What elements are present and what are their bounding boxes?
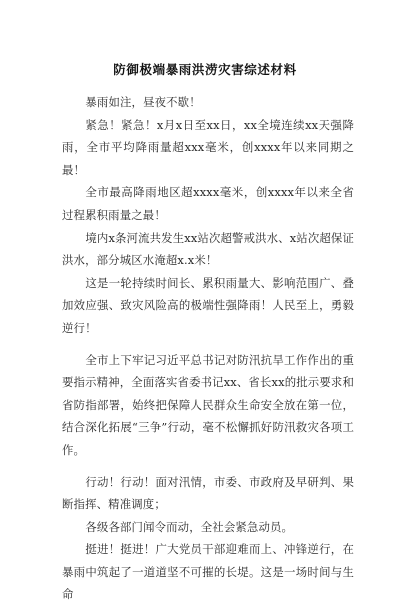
paragraph-max-rainfall: 全市最高降雨地区超xxxx毫米，创xxxx年以来全省过程累积雨量之最！ (62, 185, 354, 222)
paragraph-extreme-rain: 这是一轮持续时间长、累积雨量大、影响范围广、叠加效应强、致灾风险高的极端性强降雨！人民至上，勇毅逆行！ (62, 275, 354, 335)
paragraph-advance: 挺进！挺进！广大党员干部迎难而上、冲锋逆行，在暴雨中筑起了一道道坚不可摧的长堤。这是一场时间与生命 (62, 542, 354, 602)
document-body (62, 91, 354, 606)
paragraph-emergency: 紧急！紧急！x月x日至xx日，xx全境连续xx天强降雨，全市平均降雨量超xxx毫米，创xxxx年以来同期之最！ (62, 117, 354, 177)
paragraph-action: 行动！行动！面对汛情，市委、市政府及早研判、果断指挥、精准调度； (62, 474, 354, 512)
paragraph-intro: 暴雨如注，昼夜不歇！ (85, 95, 201, 109)
paragraph-instructions: 全市上下牢记习近平总书记对防汛抗旱工作作出的重要指示精神，全面落实省委书记xx、省长xx的批示要求和省防指部署，始终把保障人民群众生命安全放在第一位，结合深化拓展“三争”行动，毫不松懈抓好防汛救灾各项工作。 (62, 352, 354, 457)
document-title: 防御极端暴雨洪涝灾害综述材料 (113, 62, 297, 77)
paragraph-river-floods: 境内x条河流共发生xx站次超警戒洪水、x站次超保证洪水，部分城区水淹超x.x米！ (62, 230, 355, 268)
paragraph-mobilization: 各级各部门闻令而动，全社会紧急动员。 (85, 519, 294, 534)
